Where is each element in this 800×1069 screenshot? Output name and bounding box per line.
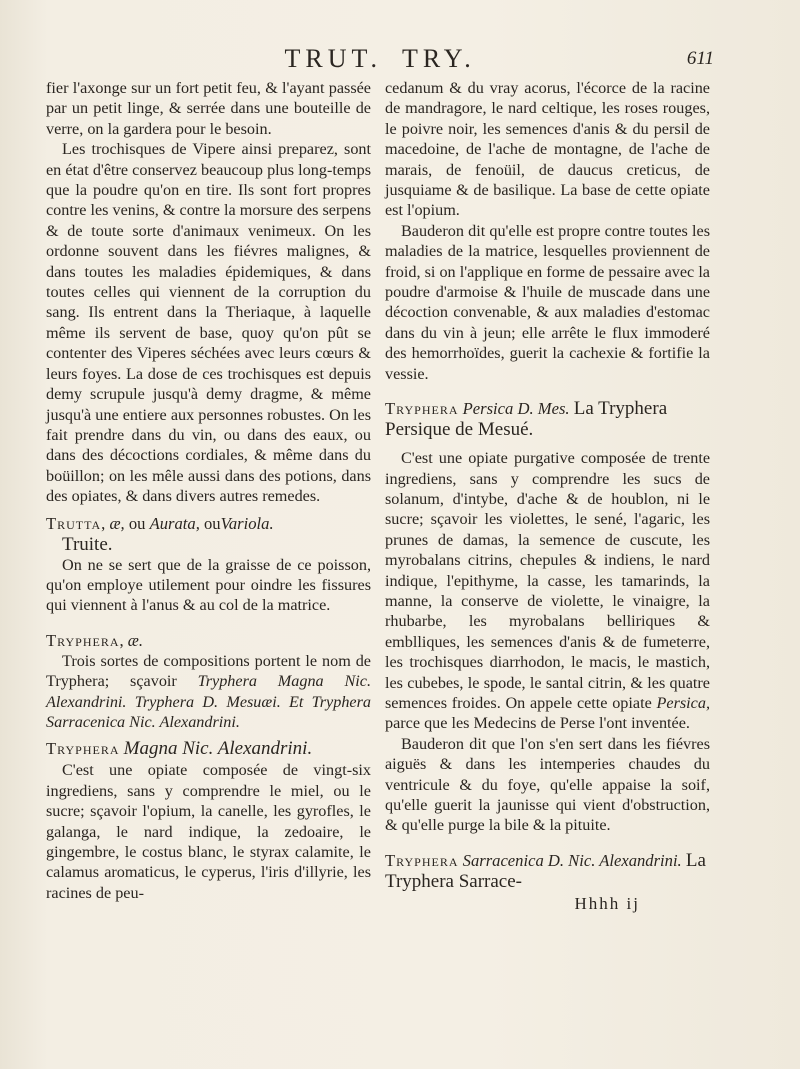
page-number: 611 [686, 48, 714, 69]
heading-term: Tryphera [46, 630, 120, 650]
left-column [46, 78, 371, 903]
paragraph-text: Trois sortes de compositions portent le nom de Tryphera; sçavoir [46, 651, 371, 691]
heading-latin: Persica D. Mes. [462, 399, 570, 419]
heading-french: La Tryphera Persique de Mesué. [385, 398, 668, 441]
paragraph-bauderon-1: Bauderon dit qu'elle est propre contre toutes les maladies de la matrice, lesquelles proviennent de froid, si on l'applique en forme de pessaire avec la poudre d'armoise & l'huile de muscade dans une décoction convenable, & aux maladies d'estomac dans du vin à jeun; elle arrête le flux immoderé des hemorrhoïdes, guerit la cachexie & fortifie la vessie. [385, 221, 710, 383]
paragraph-latin: Persica, [656, 693, 710, 712]
paragraph-bauderon-2: Bauderon dit que l'on s'en sert dans les fiévres aiguës & dans les intemperies chaudes du ventricule & du foye, qu'elle appaise la soif, qu'elle guerit la jaunisse qui vient d'obstruction, & qu'elle purge la bile & la pituite. [385, 734, 710, 835]
header-right-word: TRY. [402, 44, 476, 73]
entry-heading-tryphera: Tryphera, æ. [46, 630, 143, 650]
right-column [385, 78, 710, 914]
paragraph-truite: On ne se sert que de la graisse de ce poisson, qu'on employe utilement pour oindre les fissures qui viennent à l'anus & au col de la matrice. [46, 555, 371, 615]
paragraph-trochisques: Les trochisques de Vipere ainsi preparez, sont en état d'être conservez beaucoup plus long-temps que la poudre qu'on en tire. Ils sont fort propres contre les venins, & contre la morsure des serpens & de toute sorte d'animaux venimeux. On les ordonne souvent dans les fiévres malignes, & dans toutes les maladies épidemiques, & dans toutes celles qui viennent de la corruption du sang. Ils entrent dans la Theriaque, à laquelle même ils servent de base, quoy qu'on pût se contenter des Viperes séchées avec leurs cœurs & leurs foyes. La dose de ces trochisques est depuis demy scrupule jusqu'à demy dragme, & même jusqu'à une entiere aux personnes robustes. On les fait prendre dans du vin, ou dans des eaux, ou dans des décoctions cordiales, & même dans du boüillon; on les mêle aussi dans des potions, dans des opiates, & dans divers autres remedes. [46, 140, 371, 506]
signature-mark: Hhhh ij [574, 893, 640, 913]
entry-heading-tryphera-magna [46, 738, 371, 760]
entry-heading-tryphera-sarracenica [385, 850, 710, 892]
header-left-word: TRUT. [284, 44, 382, 73]
heading-latin: Variola. [220, 513, 274, 533]
paragraph-trois-sortes [46, 651, 371, 733]
paragraph-opiate-magna: C'est une opiate composée de vingt-six ingrediens, sans y comprendre le miel, ou le sucre; sçavoir l'opium, la canelle, les gyrofles, le galanga, le nard indique, la zedoaire, le gingembre, le costus blanc, le styrax calamite, le calamus aromaticus, le cyperus, l'iris d'illyrie, les racines de peu- [46, 761, 371, 902]
entry-heading-trutta: Trutta, æ, ou Aurata, ouVariola. Truite. [46, 513, 371, 555]
heading-latin: Sarracenica D. Nic. Alexandrini. [462, 850, 682, 870]
paragraph-text: parce que les Medecins de Perse l'ont inventée. [385, 714, 690, 733]
paragraph-opiate-purgative [385, 448, 710, 734]
heading-term: Tryphera [46, 739, 120, 759]
paragraph-text: C'est une opiate purgative composée de trente ingrediens, sans y comprendre les sucs de solanum, d'intybe, d'ache & de houblon, ni le sucre; sçavoir les violettes, le sené, l'agaric, les prunes de damas, la semence de cuscute, les myrobalans citrins, chepules & indiens, le nard indique, l'epithyme, la casse, les tamarinds, la manne, la conserve de violette, le vinaigre, la rhubarbe, les myrobalans belliriques & emblliques, les semences d'anis & de fumeterre, les trochisques diarrhodon, le macis, le mastich, les cubebes, le spode, le santal citrin, & les quatre semences froides. On appele cette opiate [385, 449, 710, 712]
heading-conjunction: ou [204, 513, 221, 533]
heading-term: Tryphera [385, 850, 459, 870]
heading-latin: Magna Nic. Alexandrini. [123, 738, 313, 760]
heading-latin: æ. [127, 630, 143, 650]
heading-conjunction: ou [128, 513, 146, 533]
heading-latin: æ, [109, 513, 125, 533]
heading-french: Truite. [62, 533, 113, 555]
entry-heading-tryphera-persica [385, 398, 710, 440]
heading-term: Trutta [46, 513, 102, 533]
paragraph-axonge: fier l'axonge sur un fort petit feu, & l'ayant passée par un petit linge, & serrée dans une bouteille de verre, on la gardera pour le besoin. [46, 79, 371, 138]
heading-french: La Tryphera Sarrace- [385, 849, 706, 892]
heading-term: Tryphera [385, 399, 459, 419]
paragraph-cedanum: cedanum & du vray acorus, l'écorce de la racine de mandragore, le nard celtique, les roses rouges, le poivre noir, les semences d'anis & du persil de macedoine, de l'ache de montagne, de l'ache de marais, de fenoüil, de daucus creticus, de jusquiame & de basilique. La base de cette opiate est l'opium. [385, 79, 710, 220]
heading-latin: Aurata, [149, 513, 200, 533]
paragraph-latin: Tryphera Magna Nic. Alexandrini. Tryphera D. Mesuæi. Et Tryphera Sarracenica Nic. Alexandrini. [46, 672, 371, 731]
